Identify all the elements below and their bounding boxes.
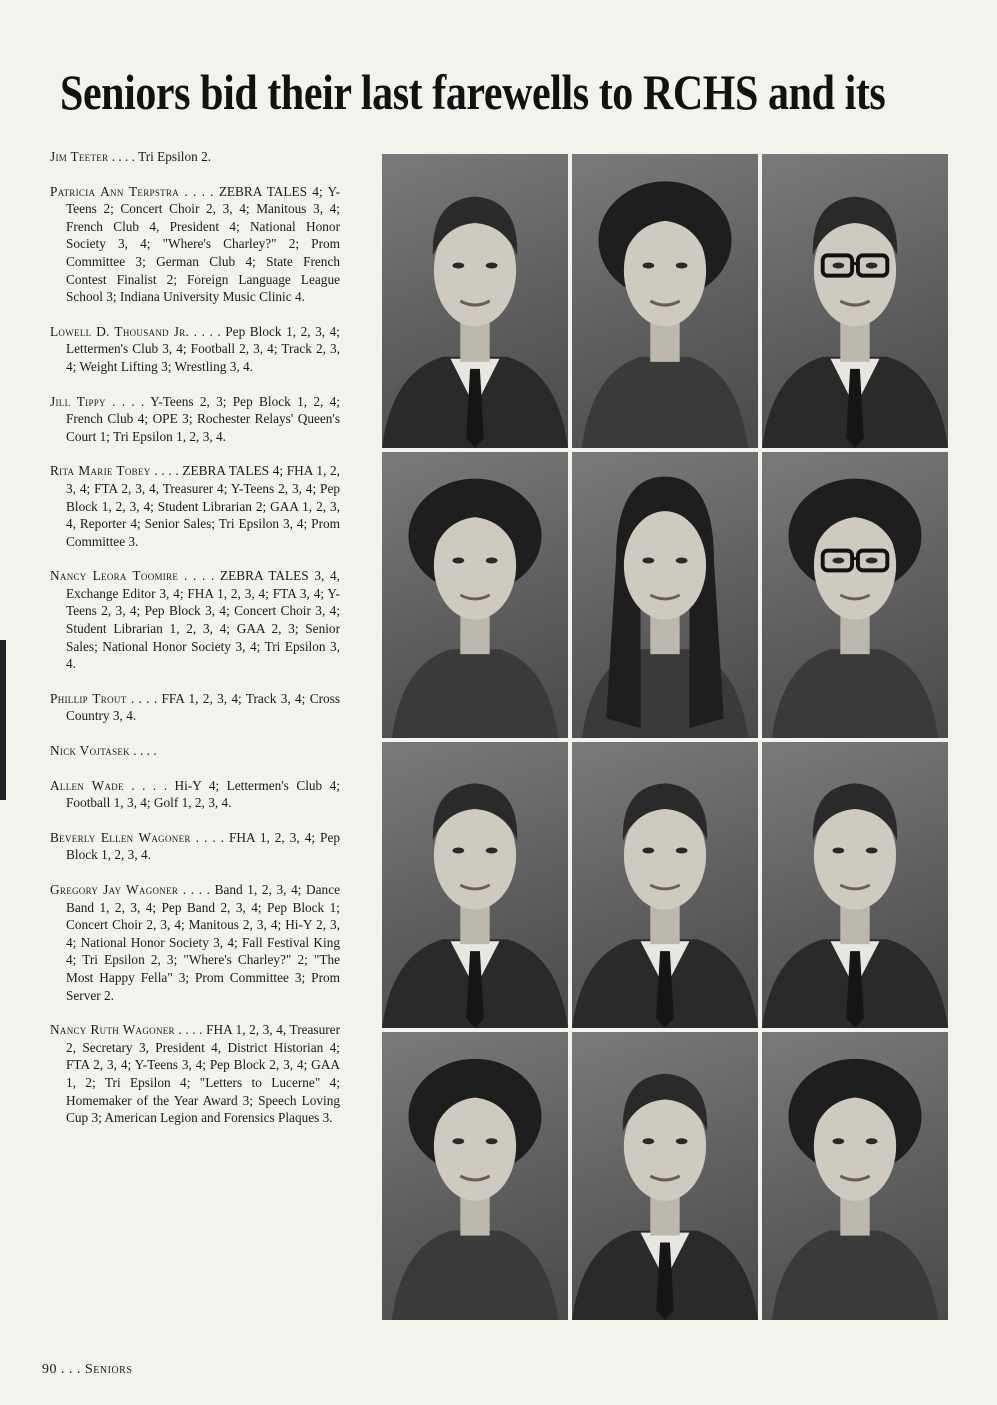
senior-bios — [50, 148, 340, 1144]
activities: ZEBRA TALES 4; Y-Teens 2; Concert Choir 2, 3, 4; Manitous 3, 4; French Club 4, President 4; National Honor Society 3, 4; "Where's Charley?" 2; Prom Committee 3; German Club 4; State French Contest Finalist 2; Foreign Language League School 3; Indiana University Music Clinic 4. — [66, 183, 341, 305]
senior-portrait — [380, 1030, 570, 1322]
bio-entry: Gregory Jay Wagoner . . . . Band 1, 2, 3, 4; Dance Band 1, 2, 3, 4; Pep Band 2, 3, 4; Pep Block 1; Concert Choir 2, 3, 4; Manitous 2, 3, 4; Hi-Y 2, 3, 4; National Honor Society 3, 4; Fall Festival King 4; Tri Epsilon 2, 3; "Where's Charley?" 2; "The Most Happy Fella" 3; Prom Committee 3; Prom Server 2. — [50, 882, 341, 1003]
bio-entry: Nancy Ruth Wagoner . . . . FHA 1, 2, 3, 4, Treasurer 2, Secretary 3, President 4, District Historian 4; FTA 2, 3, 4; Y-Teens 3, 4; Pep Block 2, 3, 4; GAA 1, 2; Tri Epsilon 4; "Letters to Lucerne" 4; Homemaker of the Year Award 3; Speech Loving Cup 3; American Legion and Forensics Plaques 3. — [50, 1022, 341, 1126]
senior-portrait — [760, 740, 950, 1030]
senior-name: Nancy Leora Toomire — [50, 568, 179, 584]
page-number: 90 — [42, 1362, 57, 1377]
senior-portrait — [380, 450, 570, 740]
page-title: Seniors bid their last farewells to RCHS and its — [60, 64, 886, 120]
senior-name: Beverly Ellen Wagoner — [50, 829, 191, 845]
senior-portrait — [760, 152, 950, 450]
bio-entry: Jim Teeter . . . . Tri Epsilon 2. — [50, 149, 212, 164]
activities: FHA 1, 2, 3, 4; Pep Block 1, 2, 3, 4. — [66, 829, 340, 863]
senior-portrait — [760, 1030, 950, 1322]
senior-name: Jill Tippy — [50, 393, 106, 409]
bio-entry: Rita Marie Tobey . . . . ZEBRA TALES 4; FHA 1, 2, 3, 4; FTA 2, 3, 4, Treasurer 4; Y-Teens 2, 3, 4; Pep Block 1, 2, 3, 4; Student Librarian 2; GAA 1, 2, 3, 4, Reporter 4; Senior Sales; Tri Epsilon 3, 4; Prom Committee 3. — [50, 463, 341, 549]
senior-name: Nick Vojtasek — [50, 743, 130, 759]
bio-entry: Phillip Trout . . . . FFA 1, 2, 3, 4; Track 3, 4; Cross Country 3, 4. — [50, 690, 340, 724]
bio-entry: Lowell D. Thousand Jr. . . . . Pep Block 1, 2, 3, 4; Lettermen's Club 3, 4; Football 2, 3, 4; Track 2, 3, 4; Weight Lifting 3; Wrestling 3, 4. — [50, 323, 341, 374]
senior-name: Gregory Jay Wagoner — [50, 882, 179, 897]
bio-entry: Nancy Leora Toomire . . . . ZEBRA TALES 3, 4, Exchange Editor 3, 4; FHA 1, 2, 3, 4; FTA 3, 4; Y-Teens 2, 3, 4; Pep Block 3, 4; Concert Choir 3, 4; Student Librarian 1, 2, 3, 4; GAA 2, 3; Senior Sales; National Honor Society 3, 4; Tri Epsilon 3, 4. — [50, 568, 340, 672]
activities: ZEBRA TALES 3, 4, Exchange Editor 3, 4; FHA 1, 2, 3, 4; FTA 3, 4; Y-Teens 2, 3, 4; Pep Block 3, 4; Concert Choir 3, 4; Student Librarian 1, 2, 3, 4; GAA 2, 3; Senior Sales; National Honor Society 3, 4; Tri Epsilon 3, 4. — [66, 568, 340, 672]
senior-name: Rita Marie Tobey — [50, 463, 151, 479]
bio-entry: Jill Tippy . . . . Y-Teens 2, 3; Pep Block 1, 2, 4; French Club 4; OPE 3; Rochester Relays' Queen's Court 1; Tri Epsilon 1, 2, 3, 4. — [50, 393, 340, 444]
activities: ZEBRA TALES 4; FHA 1, 2, 3, 4; FTA 2, 3, 4, Treasurer 4; Y-Teens 2, 3, 4; Pep Block 1, 2, 3, 4; Student Librarian 2; GAA 1, 2, 3, 4, Reporter 4; Senior Sales; Tri Epsilon 3, 4; Prom Committee 3. — [66, 463, 341, 549]
activities: Hi-Y 4; Lettermen's Club 4; Football 1, 3, 4; Golf 1, 2, 3, 4. — [66, 777, 340, 811]
bio-entry: Nick Vojtasek . . . . — [50, 743, 157, 759]
senior-portrait — [570, 450, 760, 740]
senior-portrait — [570, 152, 760, 450]
portrait-grid — [380, 152, 950, 1322]
bio-entry: Beverly Ellen Wagoner . . . . FHA 1, 2, 3, 4; Pep Block 1, 2, 3, 4. — [50, 829, 340, 863]
activities: Pep Block 1, 2, 3, 4; Lettermen's Club 3, 4; Football 2, 3, 4; Track 2, 3, 4; Weight Lifting 3; Wrestling 3, 4. — [66, 323, 341, 374]
activities: Band 1, 2, 3, 4; Dance Band 1, 2, 3, 4; Pep Band 2, 3, 4; Pep Block 1; Concert Choir 2, 3, 4; Manitous 2, 3, 4; Hi-Y 2, 3, 4; National Honor Society 3, 4; Fall Festival King 4; Tri Epsilon 2, 3; "Where's Charley?" 2; "The Most Happy Fella" 3; Prom Committee 3; Prom Server 2. — [66, 882, 341, 1003]
activities: FHA 1, 2, 3, 4, Treasurer 2, Secretary 3, President 4, District Historian 4; FTA 2, 3, 4; Y-Teens 3, 4; Pep Block 2, 3, 4; GAA 1, 2; Tri Epsilon 4; "Letters to Lucerne" 4; Homemaker of the Year Award 3; Speech Loving Cup 3; American Legion and Forensics Plaques 3. — [66, 1022, 341, 1126]
page-footer: 90 . . . Seniors — [42, 1362, 133, 1377]
senior-name: Patricia Ann Terpstra — [50, 183, 180, 199]
senior-portrait — [380, 740, 570, 1030]
activities: FFA 1, 2, 3, 4; Track 3, 4; Cross Country 3, 4. — [66, 690, 340, 724]
bio-entry: Patricia Ann Terpstra . . . . ZEBRA TALES 4; Y-Teens 2; Concert Choir 2, 3, 4; Manitous 3, 4; French Club 4, President 4; National Honor Society 3, 4; "Where's Charley?" 2; Prom Committee 3; German Club 4; State French Contest Finalist 2; Foreign Language League School 3; Indiana University Music Clinic 4. — [50, 183, 341, 305]
senior-name: Allen Wade — [50, 777, 124, 793]
bio-entry: Allen Wade . . . . Hi-Y 4; Lettermen's Club 4; Football 1, 3, 4; Golf 1, 2, 3, 4. — [50, 777, 340, 811]
senior-name: Nancy Ruth Wagoner — [50, 1022, 175, 1038]
senior-name: Lowell D. Thousand Jr. — [50, 323, 190, 339]
section-name: Seniors — [85, 1362, 133, 1377]
senior-portrait — [760, 450, 950, 740]
senior-portrait — [380, 152, 570, 450]
activities: Tri Epsilon 2. — [138, 149, 212, 164]
senior-portrait — [570, 740, 760, 1030]
senior-name: Jim Teeter — [50, 149, 109, 164]
senior-portrait — [570, 1030, 760, 1322]
senior-name: Phillip Trout — [50, 690, 127, 706]
activities: Y-Teens 2, 3; Pep Block 1, 2, 4; French Club 4; OPE 3; Rochester Relays' Queen's Court 1; Tri Epsilon 1, 2, 3, 4. — [66, 393, 340, 444]
binding-mark — [0, 640, 6, 800]
